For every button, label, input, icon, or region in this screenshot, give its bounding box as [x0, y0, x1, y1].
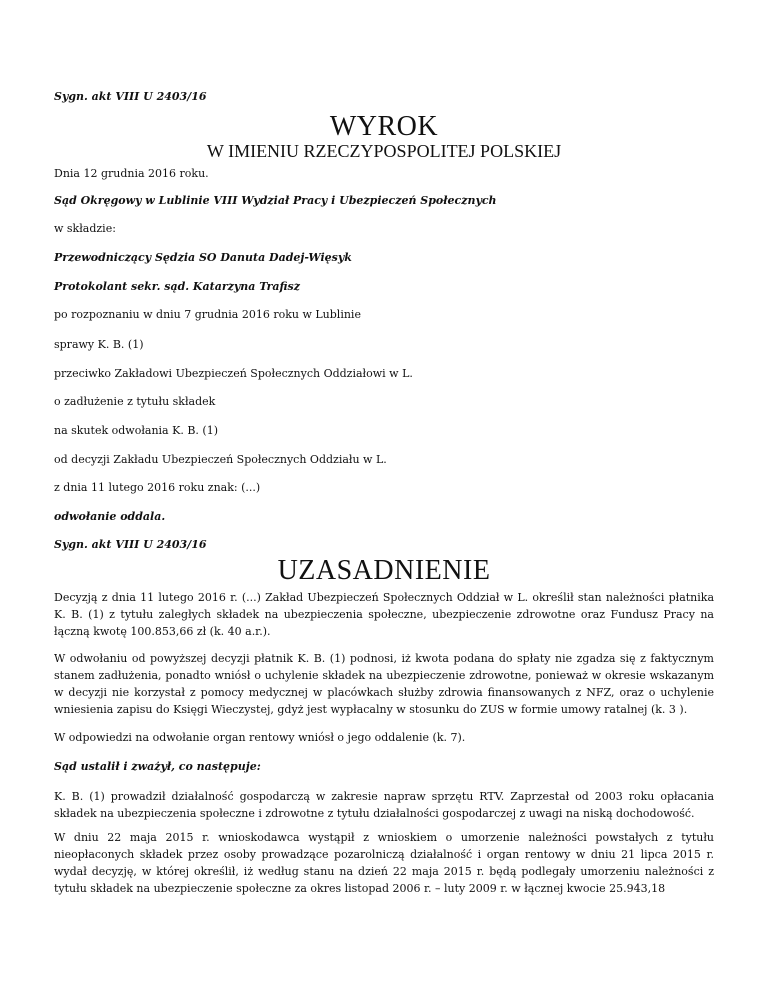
- judgment-subtitle: W IMIENIU RZECZYPOSPOLITEJ POLSKIEJ: [206, 141, 562, 161]
- justification-title: UZASADNIENIE: [277, 555, 491, 586]
- hearing-info: po rozpoznaniu w dniu 7 grudnia 2016 roku w Lublinie: [54, 308, 361, 321]
- justification-paragraph: Decyzją z dnia 11 lutego 2016 r. (...) Zakład Ubezpieczeń Społecznych Oddział w L. określił stan należności płatnika K. B. (1) z tytułu zaległych składek na ubezpieczenia społeczne, ubezpieczenie zdrowotne oraz Fundusz Pracy na łączną kwotę 100.853,66 zł (k. 40 a.r.).: [54, 591, 714, 638]
- findings-heading: Sąd ustalił i zważył, co następuje:: [54, 760, 261, 773]
- court-name: Sąd Okręgowy w Lublinie VIII Wydział Pracy i Ubezpieczeń Społecznych: [54, 194, 497, 207]
- justification-paragraph: W odpowiedzi na odwołanie organ rentowy wniósł o jego oddalenie (k. 7).: [54, 731, 466, 744]
- justification-paragraph: W odwołaniu od powyższej decyzji płatnik K. B. (1) podnosi, iż kwota podana do spłaty nie zgadza się z faktycznym stanem zadłużenia, ponadto wniósł o uchylenie składek na ubezpieczenie zdrowotne, ponieważ w okresie wskazanym w decyzji nie korzystał z pomocy medycznej w placówkach służby zdrowia finansowanych z NFZ, oraz o uchylenie wniesienia zapisu do Księgi Wieczystej, gdyż jest wypłacalny w stosunku do ZUS w formie umowy ratalnej (k. 3 ).: [54, 652, 714, 716]
- justification-paragraph: W dniu 22 maja 2015 r. wnioskodawca wystąpił z wnioskiem o umorzenie należności powstałych z tytułu nieopłaconych składek przez osoby prowadzące pozarolniczą działalność i organ rentowy w dniu 21 lipca 2015 r. wydał decyzję, w której określił, iż według stanu na dzień 22 maja 2015 r. będą podlegały umorzeniu należności z tytułu składek na ubezpieczenie społeczne za okres listopad 2006 r. – luty 2009 r. w łącznej kwocie 25.943,18: [54, 831, 714, 895]
- opposing-party: przeciwko Zakładowi Ubezpieczeń Społecznych Oddziałowi w L.: [54, 367, 413, 380]
- case-party: sprawy K. B. (1): [54, 338, 144, 351]
- case-number-2: Sygn. akt VIII U 2403/16: [54, 538, 207, 551]
- judgment-date: Dnia 12 grudnia 2016 roku.: [54, 167, 209, 180]
- verdict: odwołanie oddala.: [54, 510, 166, 523]
- case-number: Sygn. akt VIII U 2403/16: [54, 90, 207, 103]
- composition-label: w składzie:: [54, 222, 116, 235]
- court-clerk: Protokolant sekr. sąd. Katarzyna Trafisz: [54, 280, 300, 293]
- case-subject: o zadłużenie z tytułu składek: [54, 395, 216, 408]
- presiding-judge: Przewodniczący Sędzia SO Danuta Dadej-Więsyk: [54, 251, 352, 264]
- decision-date: z dnia 11 lutego 2016 roku znak: (...): [54, 481, 261, 494]
- decision-source: od decyzji Zakładu Ubezpieczeń Społecznych Oddziału w L.: [54, 453, 387, 466]
- appeal-info: na skutek odwołania K. B. (1): [54, 424, 218, 437]
- judgment-title: WYROK: [329, 111, 439, 142]
- justification-paragraph: K. B. (1) prowadził działalność gospodarczą w zakresie napraw sprzętu RTV. Zaprzestał od 2003 roku opłacania składek na ubezpieczenia społeczne i zdrowotne z tytułu działalności gospodarczej z uwagi na niską dochodowość.: [54, 790, 714, 820]
